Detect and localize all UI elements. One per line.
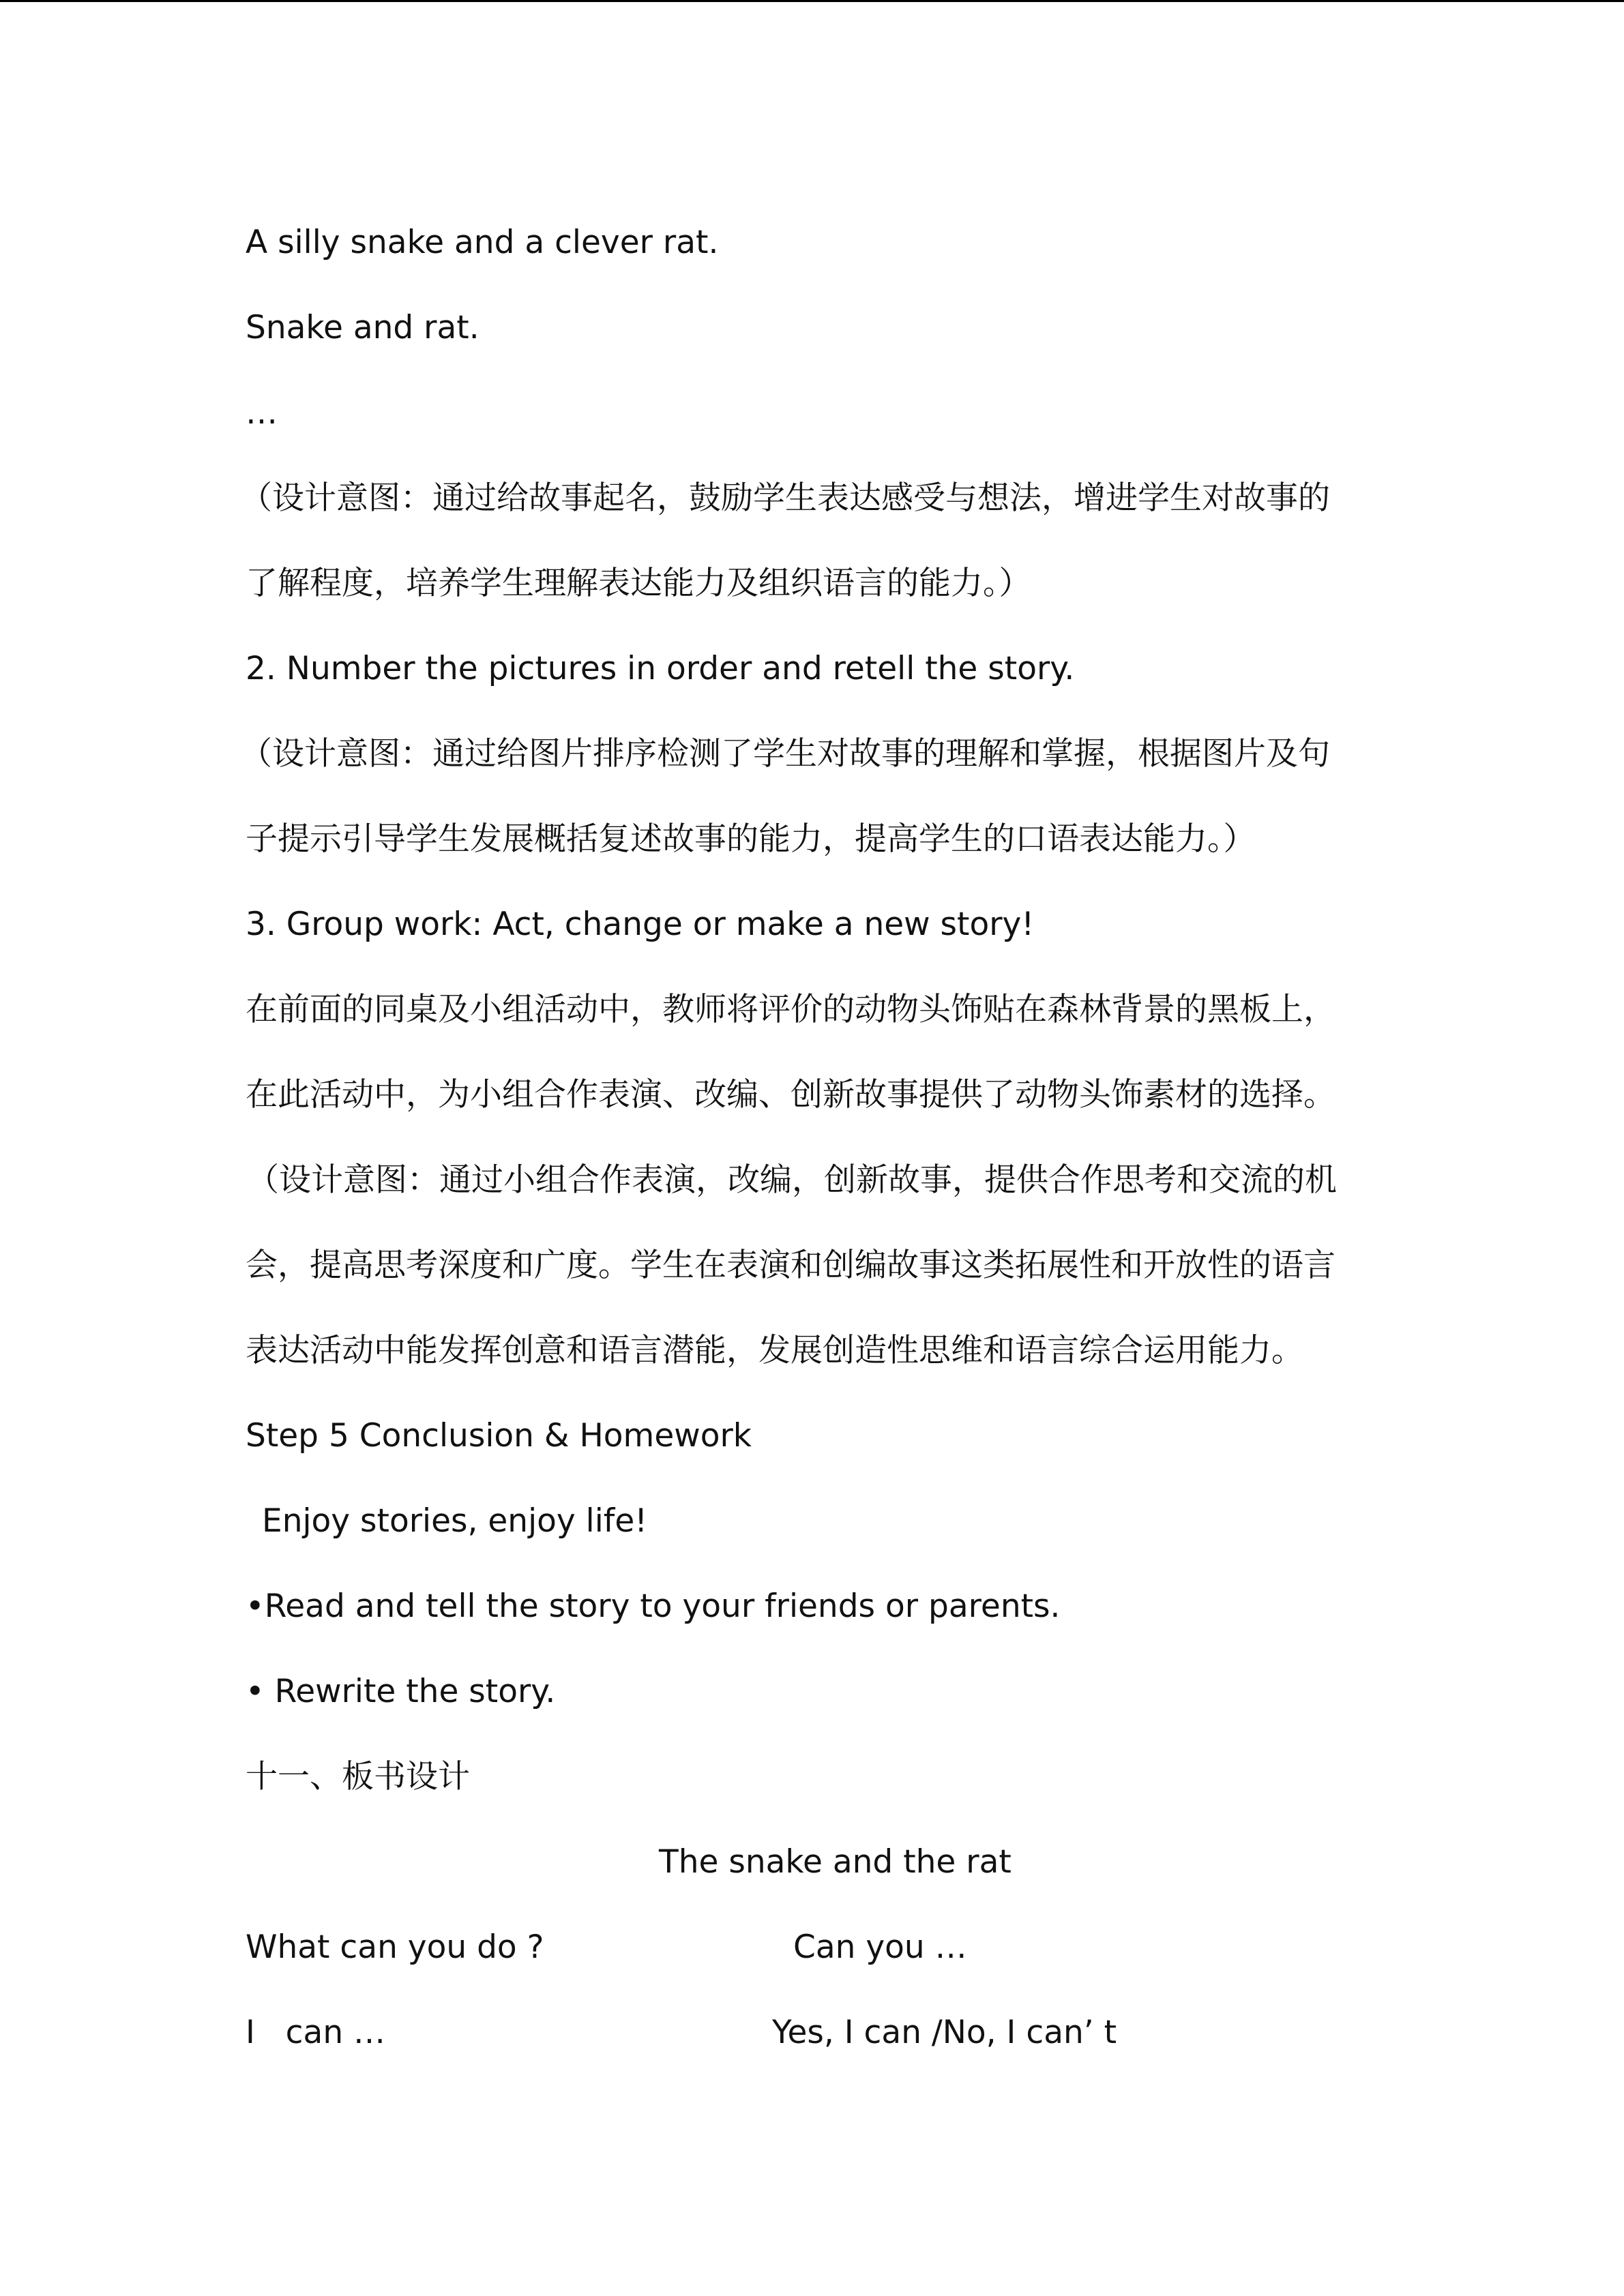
homework-item-1: •Read and tell the story to your friends or parents. bbox=[246, 1587, 1061, 1625]
text-line-ellipsis: … bbox=[246, 394, 278, 432]
board-title: The snake and the rat bbox=[659, 1843, 1012, 1881]
design-intent-3-line-2: 会，提高思考深度和广度。学生在表演和创编故事这类拓展性和开放性的语言 bbox=[246, 1247, 1335, 1284]
text-line-2: Snake and rat. bbox=[246, 309, 479, 346]
board-left-question: What can you do ? bbox=[246, 1928, 544, 1966]
design-intent-2-line-2: 子提示引导学生发展概括复述故事的能力，提高学生的口语表达能力。） bbox=[246, 820, 1256, 858]
activity-text-line-2: 在此活动中，为小组合作表演、改编、创新故事提供了动物头饰素材的选择。 bbox=[246, 1076, 1335, 1114]
activity-text-line-1: 在前面的同桌及小组活动中，教师将评价的动物头饰贴在森林背景的黑板上， bbox=[246, 991, 1335, 1028]
design-intent-3-line-3: 表达活动中能发挥创意和语言潜能，发展创造性思维和语言综合运用能力。 bbox=[246, 1332, 1303, 1369]
design-intent-2-line-1: （设计意图：通过给图片排序检测了学生对故事的理解和掌握，根据图片及句 bbox=[240, 735, 1330, 773]
design-intent-3-line-1: （设计意图：通过小组合作表演，改编，创新故事，提供合作思考和交流的机 bbox=[247, 1161, 1337, 1199]
section-eleven-heading: 十一、板书设计 bbox=[246, 1758, 470, 1795]
slogan: Enjoy stories, enjoy life! bbox=[262, 1502, 648, 1540]
homework-item-2: • Rewrite the story. bbox=[246, 1673, 556, 1710]
design-intent-1-line-1: （设计意图：通过给故事起名，鼓励学生表达感受与想法，增进学生对故事的 bbox=[240, 479, 1330, 517]
board-right-question: Can you … bbox=[793, 1928, 967, 1966]
board-right-answer: Yes, I can /No, I can’ t bbox=[772, 2014, 1117, 2051]
board-left-answer: I can … bbox=[246, 2014, 386, 2051]
step-5-heading: Step 5 Conclusion & Homework bbox=[246, 1417, 752, 1455]
task-2-heading: 2. Number the pictures in order and retell the story. bbox=[246, 650, 1075, 687]
design-intent-1-line-2: 了解程度，培养学生理解表达能力及组织语言的能力。） bbox=[246, 565, 1031, 602]
task-3-heading: 3. Group work: Act, change or make a new story! bbox=[246, 906, 1035, 943]
text-line-1: A silly snake and a clever rat. bbox=[246, 224, 719, 261]
